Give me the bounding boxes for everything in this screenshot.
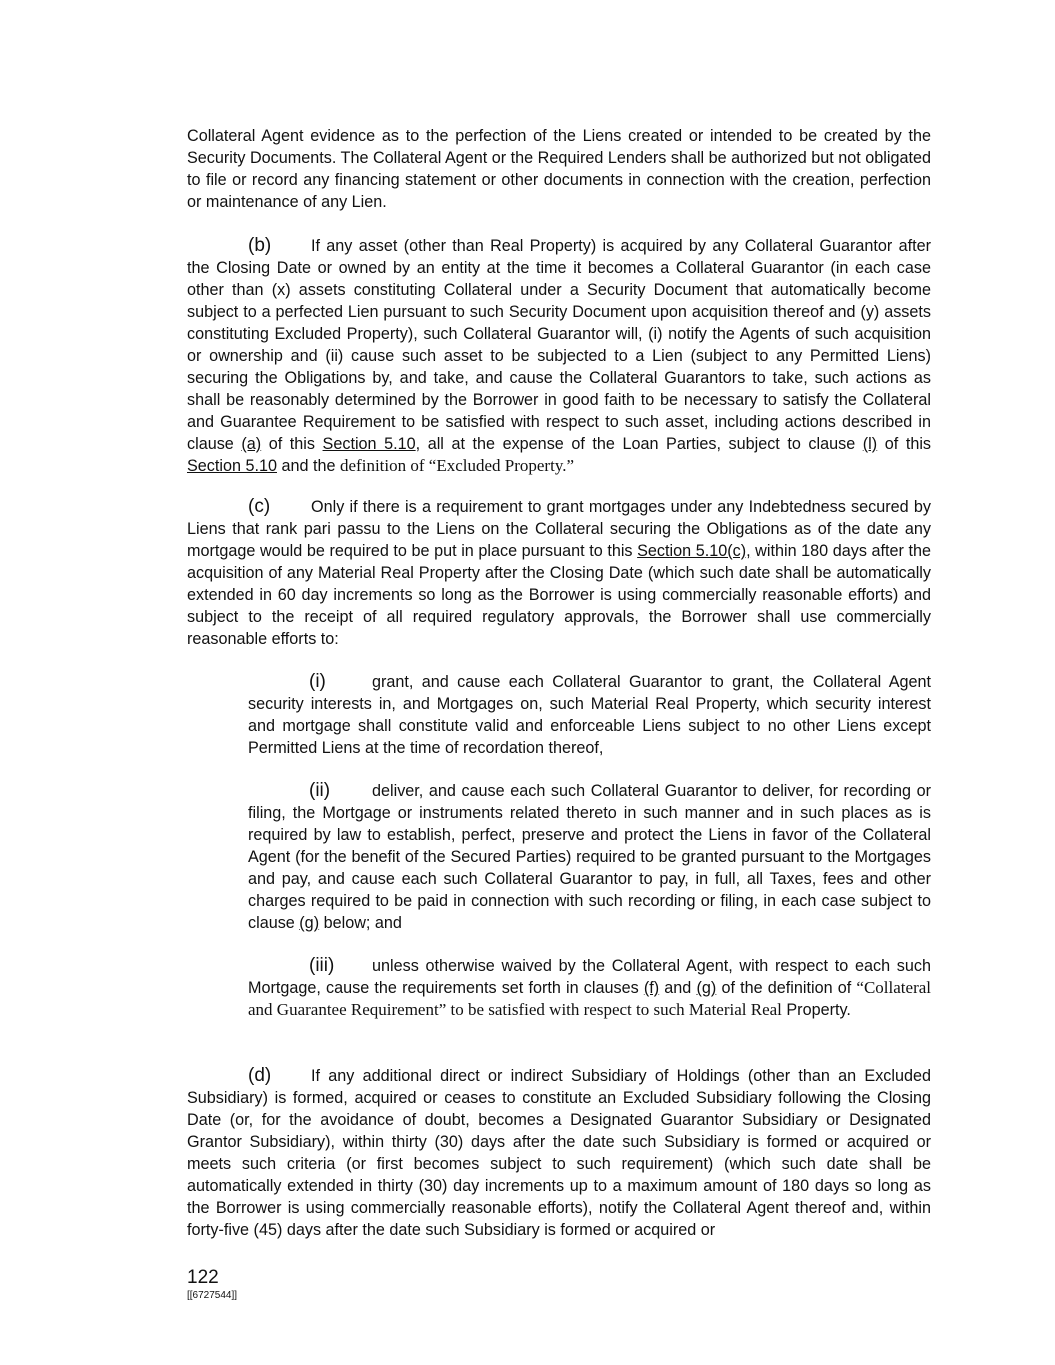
- clause-ref-f: (f): [643, 979, 660, 997]
- section-ref-5-10-c: Section 5.10(c),: [637, 542, 751, 560]
- paragraph-c-text-1: Only if there is a requirement to grant mortgages under any Indebtedness secured by Liens that rank pari passu to the Liens on the Collateral securing the Obligations as of the date any mortgage would be required to be put in place pursuant to this: [187, 498, 931, 560]
- paragraph-b-text-2: of this: [261, 435, 323, 453]
- clause-label-b: (b): [248, 235, 272, 256]
- subclause-iii-text-5: Property.: [781, 1001, 851, 1019]
- clause-label-d: (d): [248, 1065, 272, 1086]
- paragraph-c-text-2: within 180 days after the acquisition of any Material Real Property after the Closing Date (which such date shall be automatically extended in 60 day increments so long as the Borrower is using commercially reasonable efforts) and subject to the receipt of all required regulatory approvals, the Borrower shall use commercially reasonable efforts to:: [187, 542, 932, 648]
- paragraph-intro: [187, 125, 931, 213]
- page-footer: [187, 1267, 237, 1302]
- paragraph-c: [187, 496, 931, 650]
- subclause-label-i: (i): [309, 671, 326, 692]
- section-ref-5-10: Section 5.10: [322, 435, 416, 453]
- page-number: 122: [187, 1267, 219, 1288]
- subclause-ii-text-2: below; and: [319, 914, 402, 932]
- paragraph-b-text-5: and the: [277, 457, 341, 475]
- clause-ref-g-second: (g): [696, 979, 717, 997]
- subclause-iii: [248, 955, 931, 1021]
- paragraph-b-text-3: , all at the expense of the Loan Parties, subject to clause: [415, 435, 863, 453]
- subclause-label-ii: (ii): [309, 780, 331, 801]
- subclause-ii: [248, 780, 931, 934]
- paragraph-b: [187, 235, 931, 477]
- clause-ref-g: (g): [299, 914, 320, 932]
- document-id: [[6727544]]: [187, 1290, 238, 1301]
- clause-ref-a: (a): [241, 435, 262, 453]
- subclause-i-text: grant, and cause each Collateral Guarantor to grant, the Collateral Agent security interests in, and Mortgages on, such Material Real Property, which security interest and mortgage shall constitute valid and enforceable Liens subject to no other Liens except Permitted Liens at the time of recordation thereof,: [248, 673, 931, 757]
- paragraph-b-text-1: If any asset (other than Real Property) is acquired by any Collateral Guarantor after the Closing Date or owned by an entity at the time it becomes a Collateral Guarantor (in each case other than (x) assets constituting Collateral under a Security Document that automatically become subject to a perfected Lien pursuant to such Security Document upon acquisition thereof and (y) assets constituting Excluded Property), such Collateral Guarantor will, (i) notify the Agents of such acquisition or ownership and (ii) cause such asset to be subjected to a Lien (subject to any Permitted Liens) securing the Obligations by, and take, and cause the Collateral Guarantors to take, such actions as shall be reasonably determined by the Borrower in good faith to be necessary to satisfy the Collateral and Guarantee Requirement to be satisfied with respect to such asset, including actions described in clause: [187, 237, 931, 453]
- subclause-i: [248, 671, 931, 759]
- subclause-label-iii: (iii): [309, 955, 335, 976]
- clause-label-c: (c): [248, 496, 271, 517]
- subclause-iii-text-3: of the definition of: [716, 979, 857, 997]
- subclause-iii-text-2: and: [659, 979, 697, 997]
- paragraph-b-text-6: definition of “Excluded Property.”: [340, 456, 575, 475]
- paragraph-d-text: If any additional direct or indirect Subsidiary of Holdings (other than an Excluded Subsidiary) is formed, acquired or ceases to constitute an Excluded Subsidiary following the Closing Date (or, for the avoidance of doubt, becomes a Designated Guarantor Subsidiary or Designated Grantor Subsidiary), within thirty (30) days after the date such Subsidiary is formed or acquired or meets such criteria (or first becomes subject to such requirement) (which such date shall be automatically extended in thirty (30) day increments up to a maximum amount of 180 days so long as the Borrower is using commercially reasonable efforts), notify the Collateral Agent thereof and, within forty-five (45) days after the date such Subsidiary is formed or acquired or: [187, 1067, 931, 1239]
- paragraph-intro-text: Collateral Agent evidence as to the perfection of the Liens created or intended to be created by the Security Documents. The Collateral Agent or the Required Lenders shall be authorized but not obligated to file or record any financing statement or other documents in connection with the creation, perfection or maintenance of any Lien.: [187, 127, 931, 211]
- subclause-iii-text-1: unless otherwise waived by the Collateral Agent, with respect to each such Mortgage, cause the requirements set forth in clauses: [248, 957, 931, 997]
- subclause-iii-text-4: “Collateral and Guarantee Requirement” to be satisfied with respect to such Material Real: [248, 978, 931, 1019]
- section-ref-5-10-second: Section 5.10: [187, 457, 277, 475]
- clause-ref-l: (l): [862, 435, 878, 453]
- subclause-ii-text-1: deliver, and cause each such Collateral Guarantor to deliver, for recording or filing, the Mortgage or instruments related thereto in such manner and in such places as is required by law to establish, perfect, preserve and protect the Liens in favor of the Collateral Agent (for the benefit of the Secured Parties) required to be granted pursuant to the Mortgages and pay, and cause each such Collateral Guarantor to pay, in full, all Taxes, fees and other charges required to be paid in connection with such recording or filing, in each case subject to clause: [248, 782, 931, 932]
- paragraph-b-text-4: of this: [877, 435, 932, 453]
- paragraph-d: [187, 1065, 931, 1241]
